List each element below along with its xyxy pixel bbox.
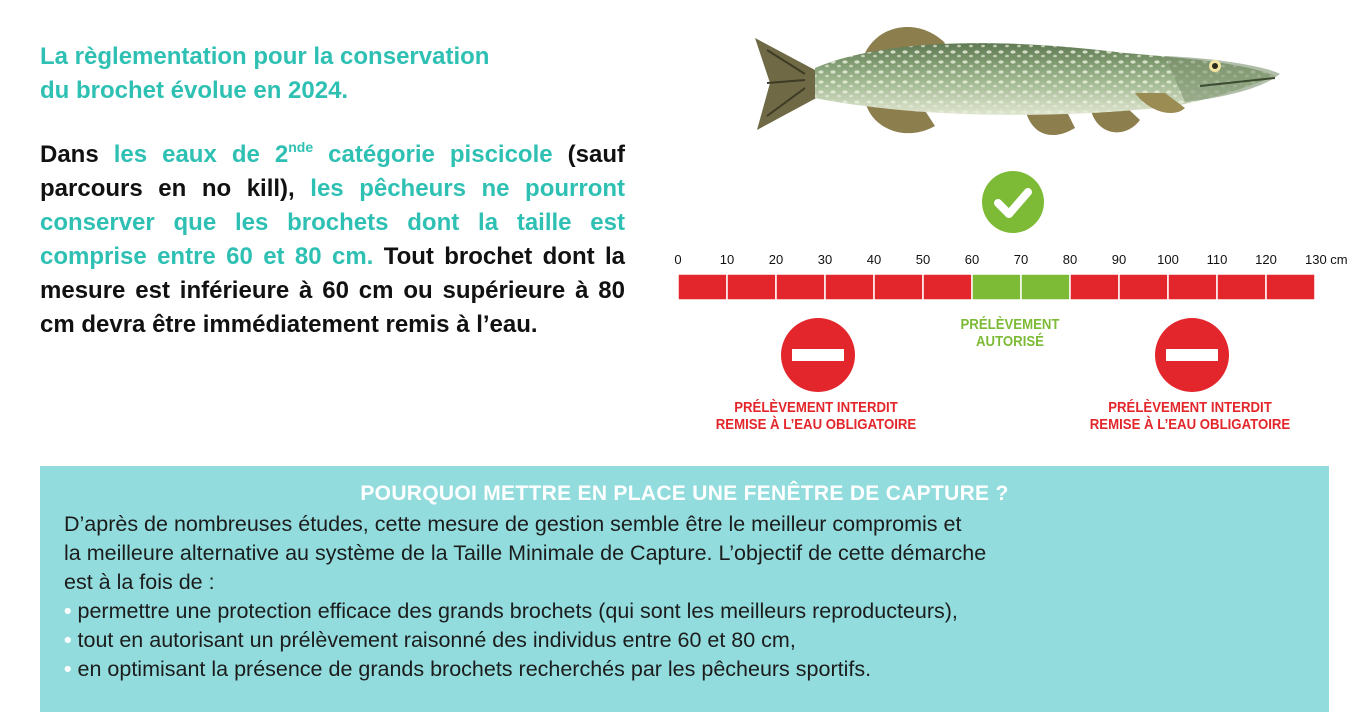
intro-text: [40, 40, 625, 342]
list-item: [64, 655, 1314, 684]
intro-tout: Tout brochet dont la mesure est inférieure à 60 cm ou supérieure à 80 cm devra être immédiatement remis à l’eau.: [40, 243, 625, 338]
scale-tick-label: 70: [1013, 252, 1029, 267]
scale-tick-labels: [674, 252, 1347, 267]
allowed-label-line2: AUTORISÉ: [976, 333, 1044, 350]
scale-tick-label: 10: [719, 252, 735, 267]
intro-eaux: [114, 141, 553, 168]
intro-heading-line2: du brochet évolue en 2024.: [40, 77, 349, 104]
scale-tick-label: 120: [1255, 252, 1277, 267]
scale-tick-label: 30: [817, 252, 833, 267]
bullet-icon: •: [64, 657, 72, 681]
scale-tick-label: 50: [915, 252, 931, 267]
forbidden-label-left-line2: REMISE À L’EAU OBLIGATOIRE: [715, 416, 917, 433]
panel-line1: D’après de nombreuses études, cette mesure de gestion semble être le meilleur compromis et: [64, 512, 962, 536]
scale-segment-forbidden: [1168, 274, 1217, 300]
panel-title: POURQUOI METTRE EN PLACE UNE FENÊTRE DE CAPTURE ?: [360, 482, 1009, 505]
scale-tick-label: 100: [1157, 252, 1179, 267]
pike-fish-illustration: [745, 8, 1285, 148]
scale-segment-forbidden: [874, 274, 923, 300]
intro-eaux-text: les eaux de 2: [113, 141, 289, 168]
scale-segment-allowed: [972, 274, 1021, 300]
scale-segment-forbidden: [923, 274, 972, 300]
scale-segment-forbidden: [1217, 274, 1266, 300]
intro-eaux-sup: nde: [288, 139, 314, 155]
forbidden-label-right-line2: REMISE À L’EAU OBLIGATOIRE: [1089, 416, 1291, 433]
size-scale: [660, 240, 1360, 302]
intro-categorie: catégorie piscicole: [328, 141, 553, 168]
no-entry-icon-left: [780, 317, 856, 393]
no-entry-icon-right: [1154, 317, 1230, 393]
intro-sauf: (sauf parcours en no kill),: [40, 141, 625, 202]
allowed-label-line1: PRÉLÈVEMENT: [960, 316, 1060, 333]
scale-tick-label: 110: [1206, 252, 1228, 267]
scale-segment-forbidden: [1266, 274, 1315, 300]
forbidden-label-left: [684, 399, 948, 433]
intro-paragraph: [40, 138, 625, 342]
scale-segment-allowed: [1021, 274, 1070, 300]
bullet-icon: •: [64, 628, 72, 652]
check-circle-icon: [981, 170, 1045, 234]
scale-segment-forbidden: [1070, 274, 1119, 300]
scale-segment-forbidden: [678, 274, 727, 300]
scale-tick-label: 40: [866, 252, 882, 267]
forbidden-label-right: [1058, 399, 1322, 433]
intro-heading: [40, 40, 625, 108]
scale-segment-forbidden: [776, 274, 825, 300]
panel-line2: la meilleure alternative au système de la Taille Minimale de Capture. L’objectif de cette démarche: [64, 541, 987, 565]
panel-body: [64, 510, 1314, 684]
info-panel: [40, 466, 1329, 712]
intro-pecheurs: les pêcheurs ne pourront conserver que les brochets dont la taille est comprise entre 60 et 80 cm.: [40, 175, 626, 270]
panel-line3: est à la fois de :: [64, 570, 215, 594]
list-item-text: permettre une protection efficace des grands brochets (qui sont les meilleurs reproducteurs),: [77, 599, 958, 623]
scale-segment-forbidden: [1119, 274, 1168, 300]
scale-tick-label: 130 cm: [1305, 252, 1348, 267]
scale-segment-forbidden: [727, 274, 776, 300]
scale-tick-label: 90: [1111, 252, 1127, 267]
forbidden-label-right-line1: PRÉLÈVEMENT INTERDIT: [1108, 399, 1272, 416]
forbidden-label-left-line1: PRÉLÈVEMENT INTERDIT: [734, 399, 898, 416]
bullet-icon: •: [64, 599, 72, 623]
scale-segment-forbidden: [825, 274, 874, 300]
intro-heading-line1: La règlementation pour la conservation: [40, 43, 490, 70]
scale-tick-label: 20: [768, 252, 784, 267]
list-item: [64, 597, 1314, 626]
list-item-text: tout en autorisant un prélèvement raisonné des individus entre 60 et 80 cm,: [77, 628, 796, 652]
list-item: [64, 626, 1314, 655]
scale-tick-label: 0: [674, 252, 682, 267]
scale-tick-label: 80: [1062, 252, 1078, 267]
list-item-text: en optimisant la présence de grands brochets recherchés par les pêcheurs sportifs.: [77, 657, 872, 681]
scale-tick-label: 60: [964, 252, 980, 267]
panel-list: [64, 597, 1314, 684]
intro-dans: Dans: [40, 141, 99, 168]
allowed-label: [940, 316, 1081, 350]
scale-bar: [678, 274, 1315, 300]
